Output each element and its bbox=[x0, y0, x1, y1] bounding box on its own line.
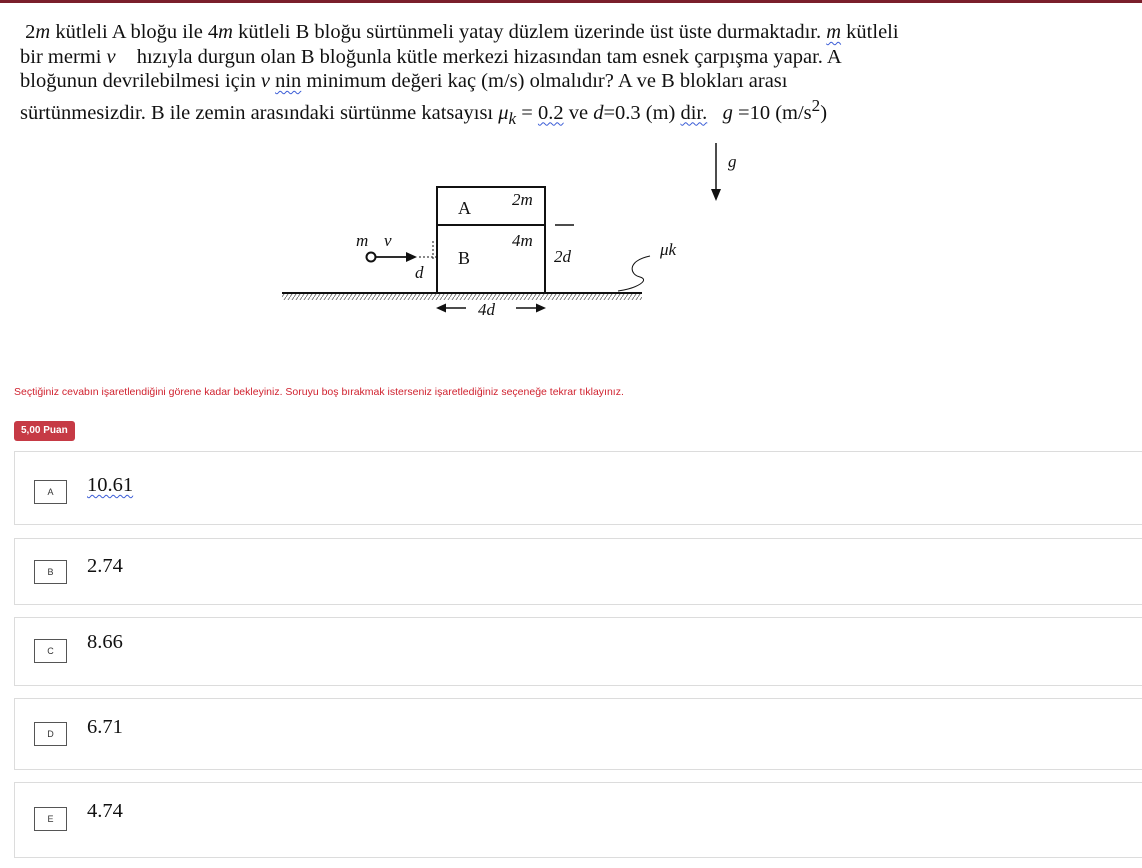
option-a-value: 10.61 bbox=[87, 474, 134, 496]
width-label: 4d bbox=[478, 300, 495, 319]
block-b-label: B bbox=[458, 248, 471, 268]
option-e-letter: E bbox=[34, 807, 67, 831]
ground-hatch bbox=[282, 293, 642, 300]
projectile-arrow-head bbox=[406, 252, 417, 262]
friction-pointer bbox=[618, 256, 650, 291]
option-b-letter: B bbox=[34, 560, 67, 584]
option-b[interactable] bbox=[14, 538, 1142, 605]
question-line-3: bloğunun devrilebilmesi için v nin minimum değeri kaç (m/s) olmalıdır? A ve B blokları arası bbox=[20, 70, 788, 92]
physics-diagram bbox=[270, 135, 770, 325]
velocity-label: v⃗ bbox=[384, 231, 405, 250]
top-accent-rule bbox=[0, 0, 1142, 3]
option-a[interactable] bbox=[14, 451, 1142, 525]
question-line-2: bir mermi v⃗ hızıyla durgun olan B bloğunla kütle merkezi hizasından tam esnek çarpışma yapar. A bbox=[20, 45, 842, 68]
gap-label: d bbox=[415, 263, 424, 282]
width-arrowhead-right bbox=[536, 304, 546, 313]
friction-label: μk bbox=[660, 240, 677, 259]
option-e-value: 4.74 bbox=[87, 800, 123, 822]
option-b-value: 2.74 bbox=[87, 555, 123, 577]
option-a-letter: A bbox=[34, 480, 67, 504]
gravity-arrow-head bbox=[711, 189, 721, 201]
projectile-circle bbox=[367, 253, 376, 262]
answer-notice: Seçtiğiniz cevabın işaretlendiğini görene kadar bekleyiniz. Soruyu boş bırakmak isterseniz işaretlediğiniz seçeneğe tekrar tıklayınız. bbox=[14, 386, 624, 398]
option-d-letter: D bbox=[34, 722, 67, 746]
option-c-letter: C bbox=[34, 639, 67, 663]
option-d-value: 6.71 bbox=[87, 716, 123, 738]
option-d[interactable] bbox=[14, 698, 1142, 770]
block-a-mass: 2m bbox=[512, 190, 533, 209]
gravity-label: g⃗ bbox=[728, 152, 750, 171]
question-text bbox=[20, 20, 1020, 131]
question-line-4: sürtünmesizdir. B ile zemin arasındaki sürtünme katsayısı $\mu_k = 0.2$ ve d=0.3 (m) dir. g =10 $(m/s^2)$ bbox=[20, 95, 828, 128]
option-c-value: 8.66 bbox=[87, 631, 123, 653]
option-c[interactable] bbox=[14, 617, 1142, 686]
question-line-1: 2m kütleli A bloğu ile 4m kütleli B bloğu sürtünmeli yatay düzlem üzerinde üst üste durmaktadır. m kütleli bbox=[25, 21, 899, 43]
option-e[interactable] bbox=[14, 782, 1142, 858]
height-label: 2d bbox=[554, 247, 571, 266]
points-badge: 5,00 Puan bbox=[14, 421, 75, 441]
width-arrowhead-left bbox=[436, 304, 446, 313]
projectile-mass-label: m bbox=[356, 231, 369, 250]
block-b-mass: 4m bbox=[512, 231, 533, 250]
block-a-label: A bbox=[458, 198, 471, 218]
